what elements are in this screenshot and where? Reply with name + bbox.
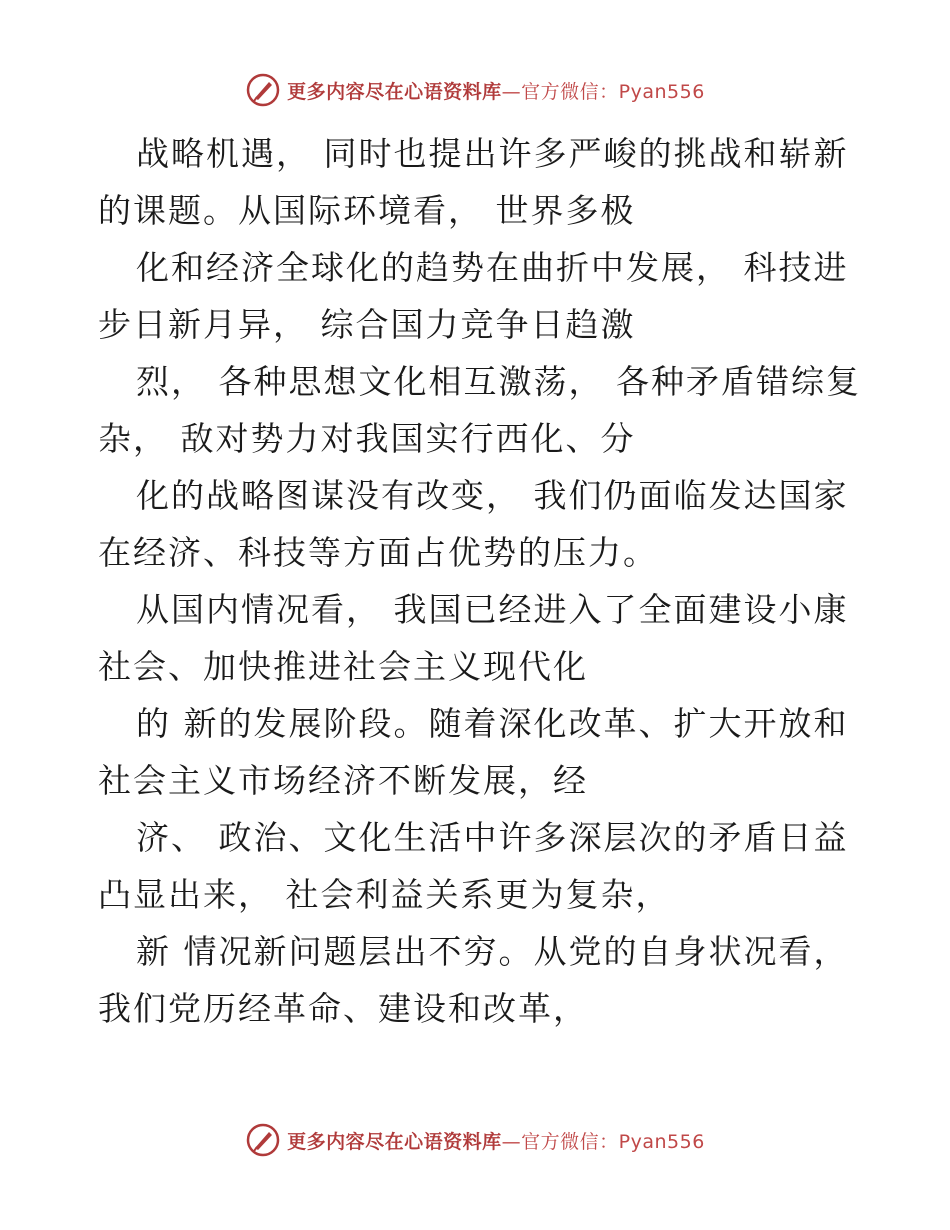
- body-paragraph: [98, 125, 861, 1037]
- text-line: 社会、加快推进社会主义现代化: [98, 647, 588, 686]
- text-line: 济、 政治、文化生活中许多深层次的矛盾日益: [136, 818, 849, 857]
- text-line: 在经济、科技等方面占优势的压力。: [98, 533, 658, 572]
- footer-contact: —官方微信：Pyan556: [501, 1130, 705, 1153]
- feather-pen-icon: [245, 72, 281, 108]
- text-line: 战略机遇， 同时也提出许多严峻的挑战和崭新: [136, 134, 849, 173]
- text-line: 化和经济全球化的趋势在曲折中发展， 科技进: [136, 248, 849, 287]
- header-banner-text: [287, 77, 705, 104]
- feather-pen-icon: [245, 1122, 281, 1158]
- header-banner[interactable]: [0, 70, 950, 110]
- text-line: 我们党历经革命、建设和改革，: [98, 989, 588, 1028]
- text-line: 步日新月异， 综合国力竞争日趋激: [98, 305, 636, 344]
- text-line: 社会主义市场经济不断发展，经: [98, 761, 588, 800]
- text-line: 杂， 敌对势力对我国实行西化、分: [98, 419, 636, 458]
- footer-brand: 更多内容尽在心语资料库: [287, 1130, 502, 1153]
- text-line: 凸显出来， 社会利益关系更为复杂，: [98, 875, 671, 914]
- footer-banner[interactable]: [0, 1120, 950, 1160]
- text-line: 化的战略图谋没有改变， 我们仍面临发达国家: [136, 476, 849, 515]
- footer-banner-text: [287, 1127, 705, 1154]
- text-line: 的课题。从国际环境看， 世界多极: [98, 191, 636, 230]
- header-brand: 更多内容尽在心语资料库: [287, 80, 502, 103]
- text-line: 新 情况新问题层出不穷。从党的自身状况看，: [136, 932, 849, 971]
- text-line: 从国内情况看， 我国已经进入了全面建设小康: [136, 590, 849, 629]
- text-line: 烈， 各种思想文化相互激荡， 各种矛盾错综复: [136, 362, 861, 401]
- header-contact: —官方微信：Pyan556: [501, 80, 705, 103]
- text-line: 的 新的发展阶段。随着深化改革、扩大开放和: [136, 704, 849, 743]
